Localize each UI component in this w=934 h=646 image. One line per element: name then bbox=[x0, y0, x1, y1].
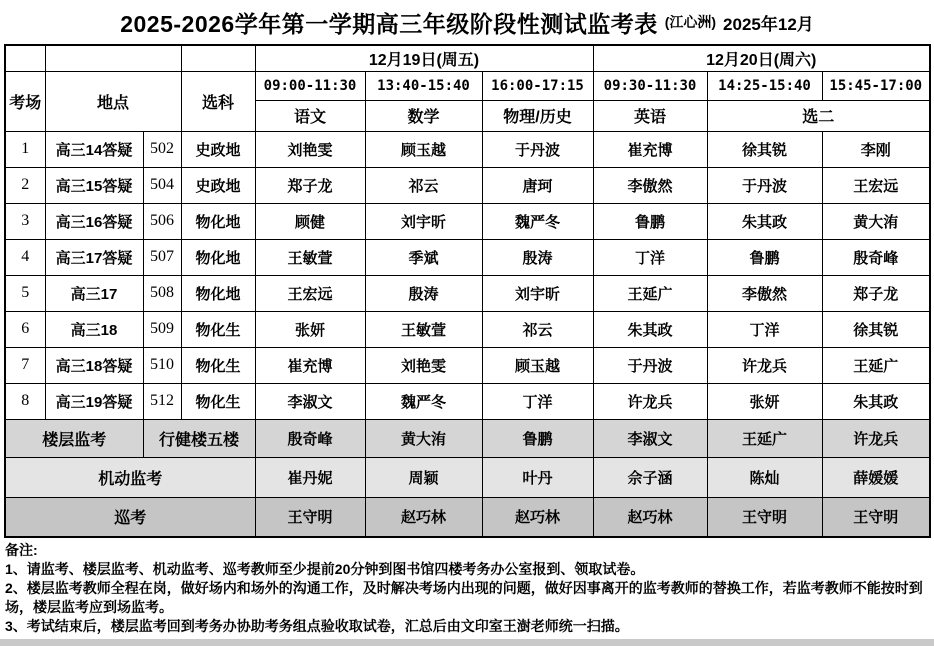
teacher-cell: 王延广 bbox=[822, 347, 930, 383]
teacher-cell: 郑子龙 bbox=[255, 167, 365, 203]
teacher-cell: 王宏远 bbox=[255, 275, 365, 311]
header-date-row bbox=[5, 45, 930, 71]
exam-no: 7 bbox=[5, 347, 45, 383]
header-exam-room: 考场 bbox=[5, 71, 45, 131]
exam-no: 5 bbox=[5, 275, 45, 311]
exam-location: 高三17 bbox=[45, 275, 143, 311]
teacher-cell: 王宏远 bbox=[822, 167, 930, 203]
teacher-cell: 于丹波 bbox=[593, 347, 707, 383]
teacher-cell: 刘艳雯 bbox=[365, 347, 482, 383]
exam-subjects: 物化地 bbox=[181, 275, 255, 311]
session-subject: 语文 bbox=[255, 100, 365, 131]
page-title-row bbox=[0, 0, 934, 44]
mobile-monitor-label: 机动监考 bbox=[5, 457, 255, 497]
exam-no: 1 bbox=[5, 131, 45, 167]
session-time: 09:30-11:30 bbox=[593, 71, 707, 100]
teacher-cell: 李傲然 bbox=[707, 275, 822, 311]
teacher-cell: 徐其锐 bbox=[707, 131, 822, 167]
teacher-cell: 王守明 bbox=[822, 497, 930, 537]
floor-monitor-row bbox=[5, 419, 930, 457]
exam-subjects: 物化生 bbox=[181, 347, 255, 383]
teacher-cell: 王敏萱 bbox=[365, 311, 482, 347]
teacher-cell: 王守明 bbox=[255, 497, 365, 537]
teacher-cell: 佘子涵 bbox=[593, 457, 707, 497]
teacher-cell: 张妍 bbox=[255, 311, 365, 347]
teacher-cell: 鲁鹏 bbox=[707, 239, 822, 275]
exam-room-code: 506 bbox=[143, 203, 181, 239]
session-time: 16:00-17:15 bbox=[482, 71, 593, 100]
notes-section bbox=[0, 538, 934, 636]
teacher-cell: 于丹波 bbox=[482, 131, 593, 167]
exam-no: 4 bbox=[5, 239, 45, 275]
teacher-cell: 陈灿 bbox=[707, 457, 822, 497]
exam-room-code: 502 bbox=[143, 131, 181, 167]
teacher-cell: 崔丹妮 bbox=[255, 457, 365, 497]
session-subject: 物理/历史 bbox=[482, 100, 593, 131]
teacher-cell: 王敏萱 bbox=[255, 239, 365, 275]
exam-location: 高三16答疑 bbox=[45, 203, 143, 239]
corner-spacer bbox=[45, 45, 181, 71]
mobile-monitor-row bbox=[5, 457, 930, 497]
title-campus: (江心洲) bbox=[664, 14, 717, 30]
teacher-cell: 张妍 bbox=[707, 383, 822, 419]
exam-no: 3 bbox=[5, 203, 45, 239]
teacher-cell: 崔充博 bbox=[593, 131, 707, 167]
exam-row bbox=[5, 203, 930, 239]
exam-location: 高三14答疑 bbox=[45, 131, 143, 167]
teacher-cell: 祁云 bbox=[482, 311, 593, 347]
floor-monitor-location: 行健楼五楼 bbox=[143, 419, 255, 457]
header-day-1: 12月19日(周五) bbox=[255, 45, 593, 71]
teacher-cell: 殷涛 bbox=[482, 239, 593, 275]
teacher-cell: 王延广 bbox=[593, 275, 707, 311]
header-time-row bbox=[5, 71, 930, 100]
patrol-row bbox=[5, 497, 930, 537]
exam-location: 高三18答疑 bbox=[45, 347, 143, 383]
exam-room-code: 509 bbox=[143, 311, 181, 347]
teacher-cell: 许龙兵 bbox=[593, 383, 707, 419]
teacher-cell: 王延广 bbox=[707, 419, 822, 457]
teacher-cell: 殷涛 bbox=[365, 275, 482, 311]
teacher-cell: 丁洋 bbox=[593, 239, 707, 275]
teacher-cell: 殷奇峰 bbox=[255, 419, 365, 457]
teacher-cell: 李傲然 bbox=[593, 167, 707, 203]
teacher-cell: 朱其政 bbox=[593, 311, 707, 347]
exam-room-code: 512 bbox=[143, 383, 181, 419]
teacher-cell: 李淑文 bbox=[255, 383, 365, 419]
teacher-cell: 徐其锐 bbox=[822, 311, 930, 347]
session-subject: 数学 bbox=[365, 100, 482, 131]
exam-room-code: 508 bbox=[143, 275, 181, 311]
exam-row bbox=[5, 131, 930, 167]
bottom-edge bbox=[0, 639, 934, 646]
exam-row bbox=[5, 275, 930, 311]
header-location: 地点 bbox=[45, 71, 181, 131]
note-item: 3、考试结束后，楼层监考回到考务办协助考务组点验收取试卷，汇总后由文印室王澍老师统一扫描。 bbox=[5, 618, 629, 634]
teacher-cell: 郑子龙 bbox=[822, 275, 930, 311]
teacher-cell: 朱其政 bbox=[707, 203, 822, 239]
exam-subjects: 史政地 bbox=[181, 131, 255, 167]
teacher-cell: 刘宇昕 bbox=[365, 203, 482, 239]
notes-header: 备注: bbox=[5, 542, 38, 558]
teacher-cell: 黄大洧 bbox=[822, 203, 930, 239]
exam-subjects: 物化地 bbox=[181, 239, 255, 275]
exam-location: 高三15答疑 bbox=[45, 167, 143, 203]
teacher-cell: 丁洋 bbox=[707, 311, 822, 347]
teacher-cell: 李淑文 bbox=[593, 419, 707, 457]
teacher-cell: 刘艳雯 bbox=[255, 131, 365, 167]
exam-row bbox=[5, 311, 930, 347]
teacher-cell: 鲁鹏 bbox=[482, 419, 593, 457]
exam-location: 高三18 bbox=[45, 311, 143, 347]
teacher-cell: 刘宇昕 bbox=[482, 275, 593, 311]
floor-monitor-label: 楼层监考 bbox=[5, 419, 143, 457]
exam-location: 高三19答疑 bbox=[45, 383, 143, 419]
session-time: 09:00-11:30 bbox=[255, 71, 365, 100]
patrol-label: 巡考 bbox=[5, 497, 255, 537]
header-subjects: 选科 bbox=[181, 71, 255, 131]
exam-no: 6 bbox=[5, 311, 45, 347]
teacher-cell: 周颖 bbox=[365, 457, 482, 497]
teacher-cell: 祁云 bbox=[365, 167, 482, 203]
teacher-cell: 魏严冬 bbox=[365, 383, 482, 419]
schedule-table bbox=[4, 44, 931, 538]
exam-row bbox=[5, 383, 930, 419]
exam-room-code: 510 bbox=[143, 347, 181, 383]
title-month: 2025年12月 bbox=[723, 14, 814, 34]
page-title: 2025-2026学年第一学期高三年级阶段性测试监考表 bbox=[120, 10, 658, 37]
schedule-body bbox=[5, 45, 930, 537]
exam-row bbox=[5, 347, 930, 383]
exam-no: 2 bbox=[5, 167, 45, 203]
session-time: 13:40-15:40 bbox=[365, 71, 482, 100]
teacher-cell: 赵巧林 bbox=[482, 497, 593, 537]
teacher-cell: 顾玉越 bbox=[482, 347, 593, 383]
session-subject: 选二 bbox=[707, 100, 930, 131]
exam-room-code: 504 bbox=[143, 167, 181, 203]
teacher-cell: 鲁鹏 bbox=[593, 203, 707, 239]
teacher-cell: 丁洋 bbox=[482, 383, 593, 419]
exam-room-code: 507 bbox=[143, 239, 181, 275]
teacher-cell: 许龙兵 bbox=[707, 347, 822, 383]
teacher-cell: 顾玉越 bbox=[365, 131, 482, 167]
teacher-cell: 王守明 bbox=[707, 497, 822, 537]
note-item: 1、请监考、楼层监考、机动监考、巡考教师至少提前20分钟到图书馆四楼考务办公室报到、领取试卷。 bbox=[5, 561, 645, 577]
session-time: 15:45-17:00 bbox=[822, 71, 930, 100]
exam-subjects: 史政地 bbox=[181, 167, 255, 203]
teacher-cell: 薛媛媛 bbox=[822, 457, 930, 497]
teacher-cell: 李刚 bbox=[822, 131, 930, 167]
teacher-cell: 叶丹 bbox=[482, 457, 593, 497]
teacher-cell: 顾健 bbox=[255, 203, 365, 239]
teacher-cell: 殷奇峰 bbox=[822, 239, 930, 275]
exam-subjects: 物化地 bbox=[181, 203, 255, 239]
corner-spacer bbox=[5, 45, 45, 71]
teacher-cell: 魏严冬 bbox=[482, 203, 593, 239]
exam-row bbox=[5, 167, 930, 203]
teacher-cell: 朱其政 bbox=[822, 383, 930, 419]
exam-subjects: 物化生 bbox=[181, 383, 255, 419]
note-item: 2、楼层监考教师全程在岗，做好场内和场外的沟通工作，及时解决考场内出现的问题，做好因事离开的监考教师的替换工作，若监考教师不能按时到场，楼层监考应到场监考。 bbox=[5, 580, 923, 615]
exam-subjects: 物化生 bbox=[181, 311, 255, 347]
teacher-cell: 于丹波 bbox=[707, 167, 822, 203]
header-day-2: 12月20日(周六) bbox=[593, 45, 930, 71]
teacher-cell: 黄大洧 bbox=[365, 419, 482, 457]
teacher-cell: 赵巧林 bbox=[593, 497, 707, 537]
session-time: 14:25-15:40 bbox=[707, 71, 822, 100]
exam-location: 高三17答疑 bbox=[45, 239, 143, 275]
corner-spacer bbox=[181, 45, 255, 71]
exam-row bbox=[5, 239, 930, 275]
teacher-cell: 唐珂 bbox=[482, 167, 593, 203]
teacher-cell: 季斌 bbox=[365, 239, 482, 275]
teacher-cell: 许龙兵 bbox=[822, 419, 930, 457]
teacher-cell: 崔充博 bbox=[255, 347, 365, 383]
teacher-cell: 赵巧林 bbox=[365, 497, 482, 537]
exam-no: 8 bbox=[5, 383, 45, 419]
session-subject: 英语 bbox=[593, 100, 707, 131]
